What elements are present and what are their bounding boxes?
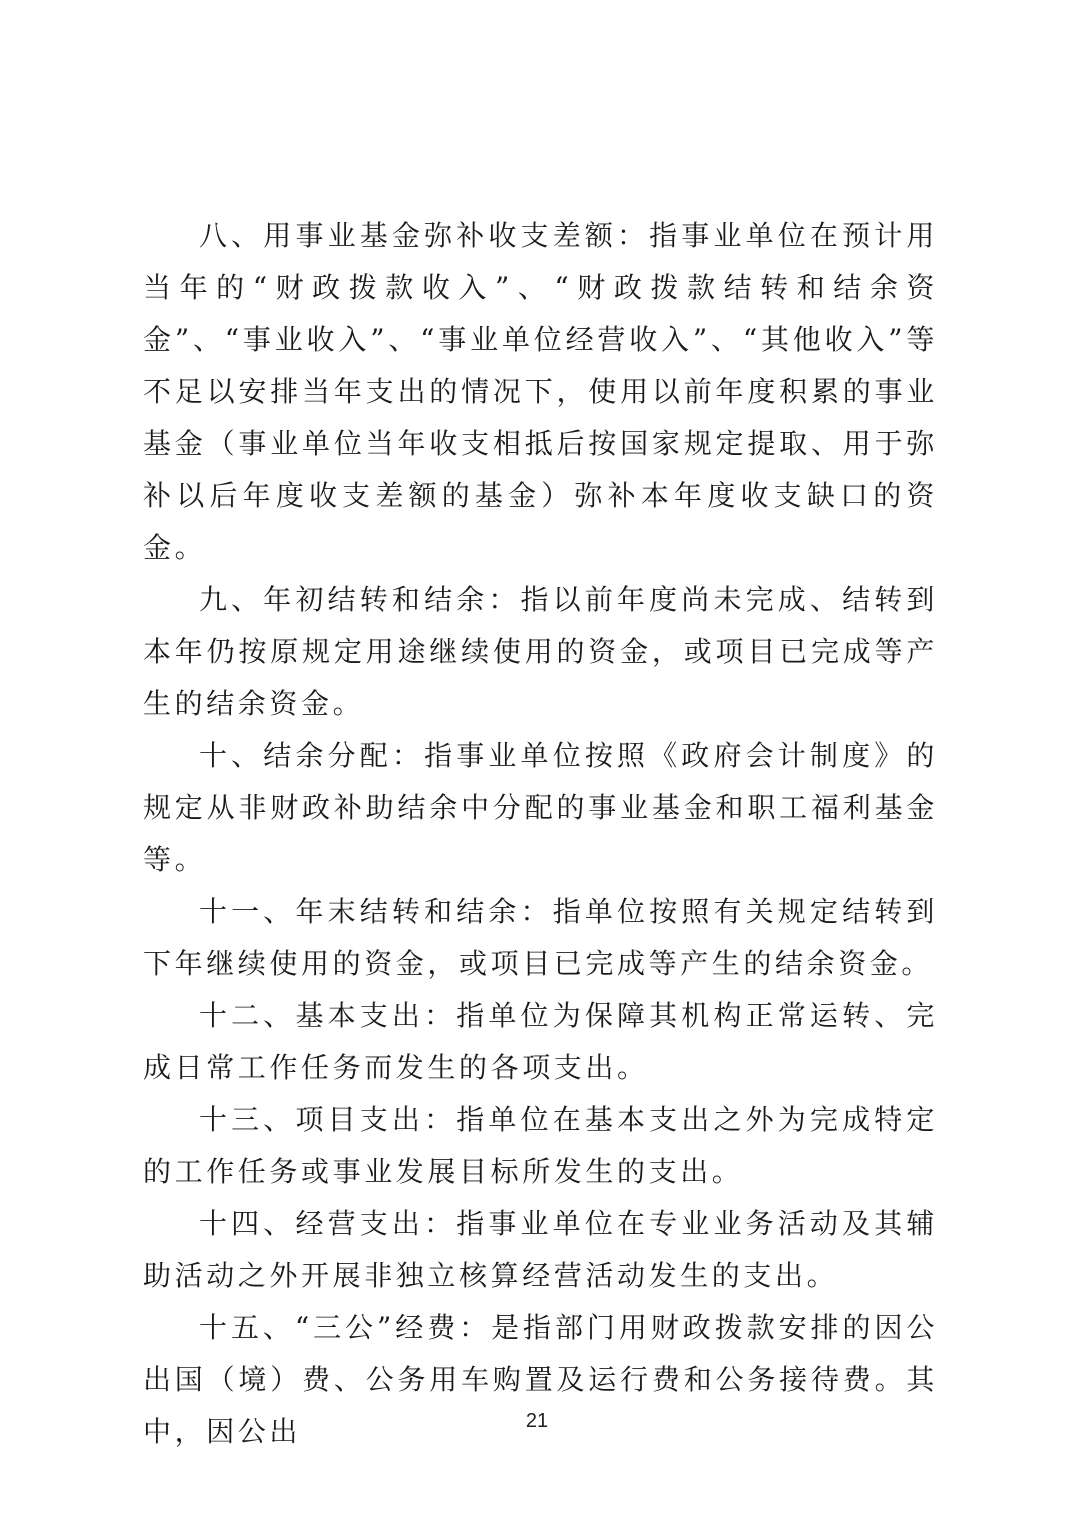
page-number: 21 <box>525 1410 549 1432</box>
body-text <box>143 210 938 1458</box>
paragraph-13-definition: 十三、项目支出：指单位在基本支出之外为完成特定的工作任务或事业发展目标所发生的支出。 <box>143 1103 938 1188</box>
paragraph-9-definition: 九、年初结转和结余：指以前年度尚未完成、结转到本年仍按原规定用途继续使用的资金，或项目已完成等产生的结余资金。 <box>143 583 938 720</box>
paragraph-11-definition: 十一、年末结转和结余：指单位按照有关规定结转到下年继续使用的资金，或项目已完成等产生的结余资金。 <box>143 895 938 980</box>
paragraph-10-definition: 十、结余分配：指事业单位按照《政府会计制度》的规定从非财政补助结余中分配的事业基金和职工福利基金等。 <box>143 739 938 876</box>
paragraph-12-definition: 十二、基本支出：指单位为保障其机构正常运转、完成日常工作任务而发生的各项支出。 <box>143 999 938 1084</box>
paragraph-14-definition: 十四、经营支出：指事业单位在专业业务活动及其辅助活动之外开展非独立核算经营活动发生的支出。 <box>143 1207 938 1292</box>
paragraph-8-definition: 八、用事业基金弥补收支差额：指事业单位在预计用当年的“财政拨款收入”、“财政拨款结转和结余资金”、“事业收入”、“事业单位经营收入”、“其他收入”等不足以安排当年支出的情况下，使用以前年度积累的事业基金（事业单位当年收支相抵后按国家规定提取、用于弥补以后年度收支差额的基金）弥补本年度收支缺口的资金。 <box>143 219 938 564</box>
paragraph-15-definition: 十五、“三公”经费：是指部门用财政拨款安排的因公出国（境）费、公务用车购置及运行费和公务接待费。其中，因公出 <box>143 1311 938 1448</box>
